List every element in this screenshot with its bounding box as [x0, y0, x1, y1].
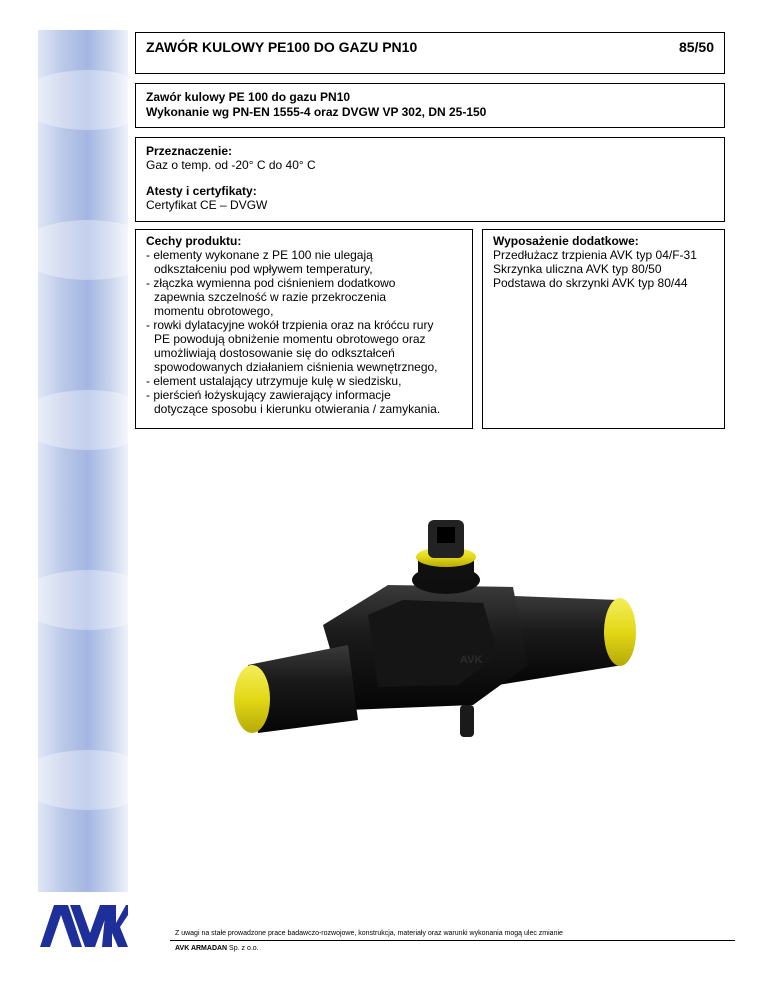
- footer-divider: [170, 940, 735, 941]
- footer-company: [175, 945, 259, 952]
- footer-disclaimer: Z uwagi na stałe prowadzone prace badawczo-rozwojowe, konstrukcja, materiały oraz warunki wykonania mogą ulec zmianie: [175, 930, 563, 937]
- feature-line: - rowki dylatacyjne wokół trzpienia oraz na króćcu rury: [146, 318, 434, 332]
- feature-line: - złączka wymienna pod ciśnieniem dodatkowo: [146, 276, 396, 290]
- certificates-heading: Atesty i certyfikaty:: [146, 184, 257, 198]
- equipment-item: Przedłużacz trzpienia AVK typ 04/F-31: [493, 248, 697, 262]
- purpose-box: [135, 137, 725, 222]
- purpose-heading: Przeznaczenie:: [146, 144, 233, 158]
- company-name: AVK ARMADAN: [175, 945, 228, 952]
- features-box: [135, 229, 473, 429]
- decorative-side-strip: [38, 30, 128, 892]
- intro-box: [135, 83, 725, 128]
- catalog-code: 85/50: [678, 39, 714, 55]
- purpose-text: Gaz o temp. od -20° C do 40° C: [146, 158, 316, 172]
- feature-line: - pierścień łożyskujący zawierający informacje: [146, 388, 391, 402]
- feature-line: zapewnia szczelność w razie przekroczenia: [154, 290, 387, 304]
- feature-line: dotyczące sposobu i kierunku otwierania / zamykania.: [154, 402, 441, 416]
- feature-line: umożliwiają dostosowanie się do odkształceń: [154, 346, 395, 360]
- equipment-item: Podstawa do skrzynki AVK typ 80/44: [493, 276, 688, 290]
- avk-logo: [40, 905, 128, 947]
- intro-line-1: Zawór kulowy PE 100 do gazu PN10: [146, 90, 351, 104]
- svg-text:AVK: AVK: [460, 654, 483, 666]
- feature-line: PE powodują obniżenie momentu obrotowego oraz: [154, 332, 426, 346]
- feature-line: momentu obrotowego,: [154, 304, 274, 318]
- features-heading: Cechy produktu:: [146, 234, 242, 248]
- title-box: [135, 32, 725, 74]
- intro-line-2: Wykonanie wg PN-EN 1555-4 oraz DVGW VP 302, DN 25-150: [146, 105, 487, 119]
- company-suffix: Sp. z o.o.: [227, 945, 259, 952]
- feature-line: spowodowanych działaniem ciśnienia wewnętrznego,: [154, 360, 438, 374]
- equipment-item: Skrzynka uliczna AVK typ 80/50: [493, 262, 662, 276]
- certificates-text: Certyfikat CE – DVGW: [146, 198, 268, 212]
- feature-line: - element ustalający utrzymuje kulę w siedzisku,: [146, 374, 402, 388]
- equipment-heading: Wyposażenie dodatkowe:: [493, 234, 639, 248]
- feature-line: odkształceniu pod wpływem temperatury,: [154, 262, 373, 276]
- feature-line: - elementy wykonane z PE 100 nie ulegają: [146, 248, 373, 262]
- page-title: ZAWÓR KULOWY PE100 DO GAZU PN10: [146, 39, 418, 55]
- ball-valve-image: [228, 515, 640, 745]
- equipment-box: [482, 229, 725, 429]
